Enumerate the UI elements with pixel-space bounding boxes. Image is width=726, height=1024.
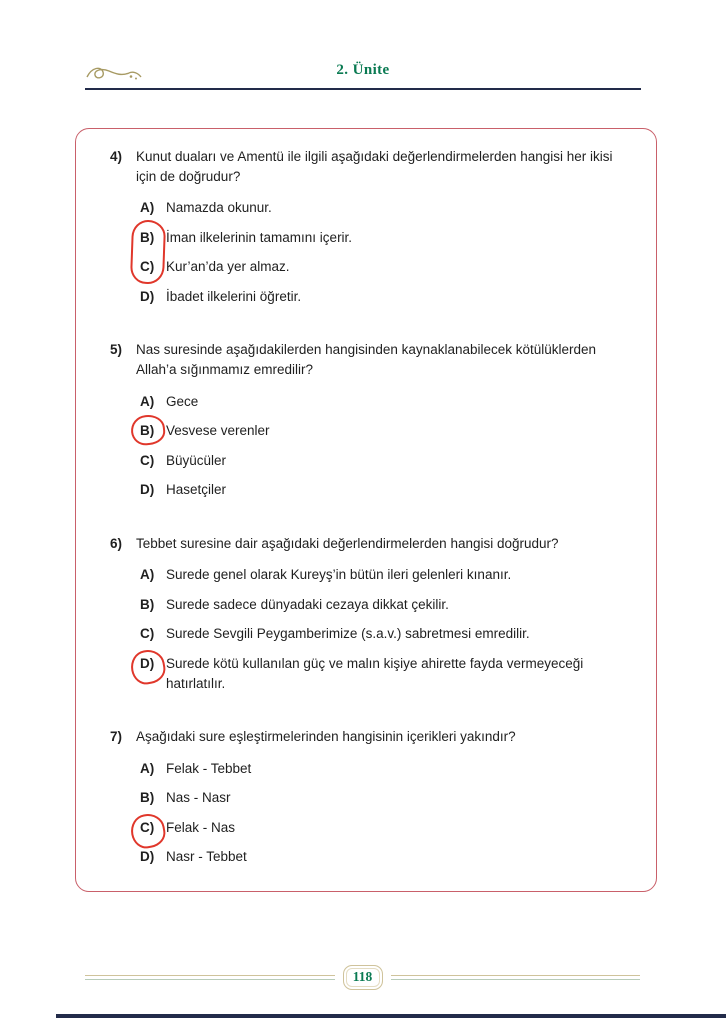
option-text: Vesvese verenler [166,423,270,439]
option-text: Surede genel olarak Kureyş’in bütün ileri gelenleri kınanır. [166,567,512,583]
bottom-navy-rule [56,1014,726,1018]
option-text: Gece [166,393,199,409]
question-text: Nas suresinde aşağıdakilerden hangisinden kaynaklanabilecek kötülüklerden Allah’a sığınmamız emredilir? [136,342,597,377]
option-letter-cell [140,565,166,585]
question-text: Tebbet suresine dair aşağıdaki değerlendirmelerden hangisi doğrudur? [136,535,559,551]
question-number: 6) [110,535,123,551]
option-text: Surede Sevgili Peygamberimize (s.a.v.) sabretmesi emredilir. [166,626,530,642]
question-number: 4) [110,149,123,164]
option-c [140,257,628,277]
option-text: İbadet ilkelerini öğretir. [166,288,302,304]
question-number: 5) [110,342,123,358]
option-b [140,595,628,615]
options-list [140,565,628,693]
option-b [140,421,628,441]
option-letter-cell [140,257,166,277]
option-letter-cell [140,759,166,779]
option-c [140,624,628,644]
option-letter-cell [140,421,166,441]
option-text: Büyücüler [166,452,227,468]
option-a [140,392,628,412]
option-text: Felak - Nas [166,819,236,835]
option-letter-cell [140,788,166,808]
option-text: Surede sadece dünyadaki cezaya dikkat çekilir. [166,596,449,612]
option-letter: D) [140,656,155,671]
option-text: Namazda okunur. [166,200,272,216]
option-letter: A) [140,200,155,216]
question-text: Kunut duaları ve Amentü ile ilgili aşağıdaki değerlendirmelerden hangisi her ikisi için de doğrudur? [136,149,613,184]
option-letter: B) [140,229,155,245]
option-letter: C) [140,259,155,275]
question-6 [110,534,628,693]
page-header [85,62,641,90]
option-text: Hasetçiler [166,482,227,498]
header-rule [85,88,641,90]
options-list [140,759,628,867]
option-letter-cell [140,451,166,471]
option-letter: B) [140,596,155,612]
question-number: 7) [110,729,123,745]
question-4 [110,147,628,306]
option-letter: C) [140,452,155,468]
option-d [140,480,628,500]
option-text: Nas - Nasr [166,790,231,806]
option-b [140,228,628,248]
option-letter-cell [140,595,166,615]
option-c [140,818,628,838]
option-text: İman ilkelerinin tamamını içerir. [166,229,353,245]
option-d [140,847,628,867]
option-letter: C) [140,626,155,642]
option-text: Kur’an’da yer almaz. [166,259,290,275]
option-letter: D) [140,849,155,865]
options-list [140,198,628,306]
page-number: 118 [352,969,373,984]
page-footer [85,965,640,990]
option-letter-cell [140,818,166,838]
option-letter-cell [140,392,166,412]
option-a [140,759,628,779]
option-letter-cell [140,654,166,693]
options-list [140,392,628,500]
option-letter-cell [140,480,166,500]
option-letter-cell [140,624,166,644]
question-5 [110,340,628,499]
option-a [140,565,628,585]
option-letter-cell [140,847,166,867]
option-c [140,451,628,471]
page-number-badge [343,965,383,990]
option-text: Nasr - Tebbet [166,849,247,865]
option-b [140,788,628,808]
question-7 [110,727,628,867]
option-letter: D) [140,288,155,304]
question-box [75,128,657,892]
footer-rule-right [391,975,641,980]
option-a [140,198,628,218]
option-letter: A) [140,567,155,583]
option-letter: B) [140,790,155,806]
option-letter: B) [140,423,155,439]
option-letter-cell [140,228,166,248]
option-letter: D) [140,482,155,498]
question-text: Aşağıdaki sure eşleştirmelerinden hangisinin içerikleri yakındır? [136,729,516,745]
option-letter-cell [140,198,166,218]
option-d [140,287,628,307]
flourish-ornament-icon [85,64,143,89]
option-letter: A) [140,393,155,409]
unit-title: 2. Ünite [336,62,390,78]
option-d [140,654,628,693]
option-text: Surede kötü kullanılan güç ve malın kişiye ahirette fayda vermeyeceği hatırlatılır. [166,656,584,691]
option-letter: C) [140,819,155,835]
option-text: Felak - Tebbet [166,760,252,776]
option-letter: A) [140,760,155,776]
option-letter-cell [140,287,166,307]
footer-rule-left [85,975,335,980]
